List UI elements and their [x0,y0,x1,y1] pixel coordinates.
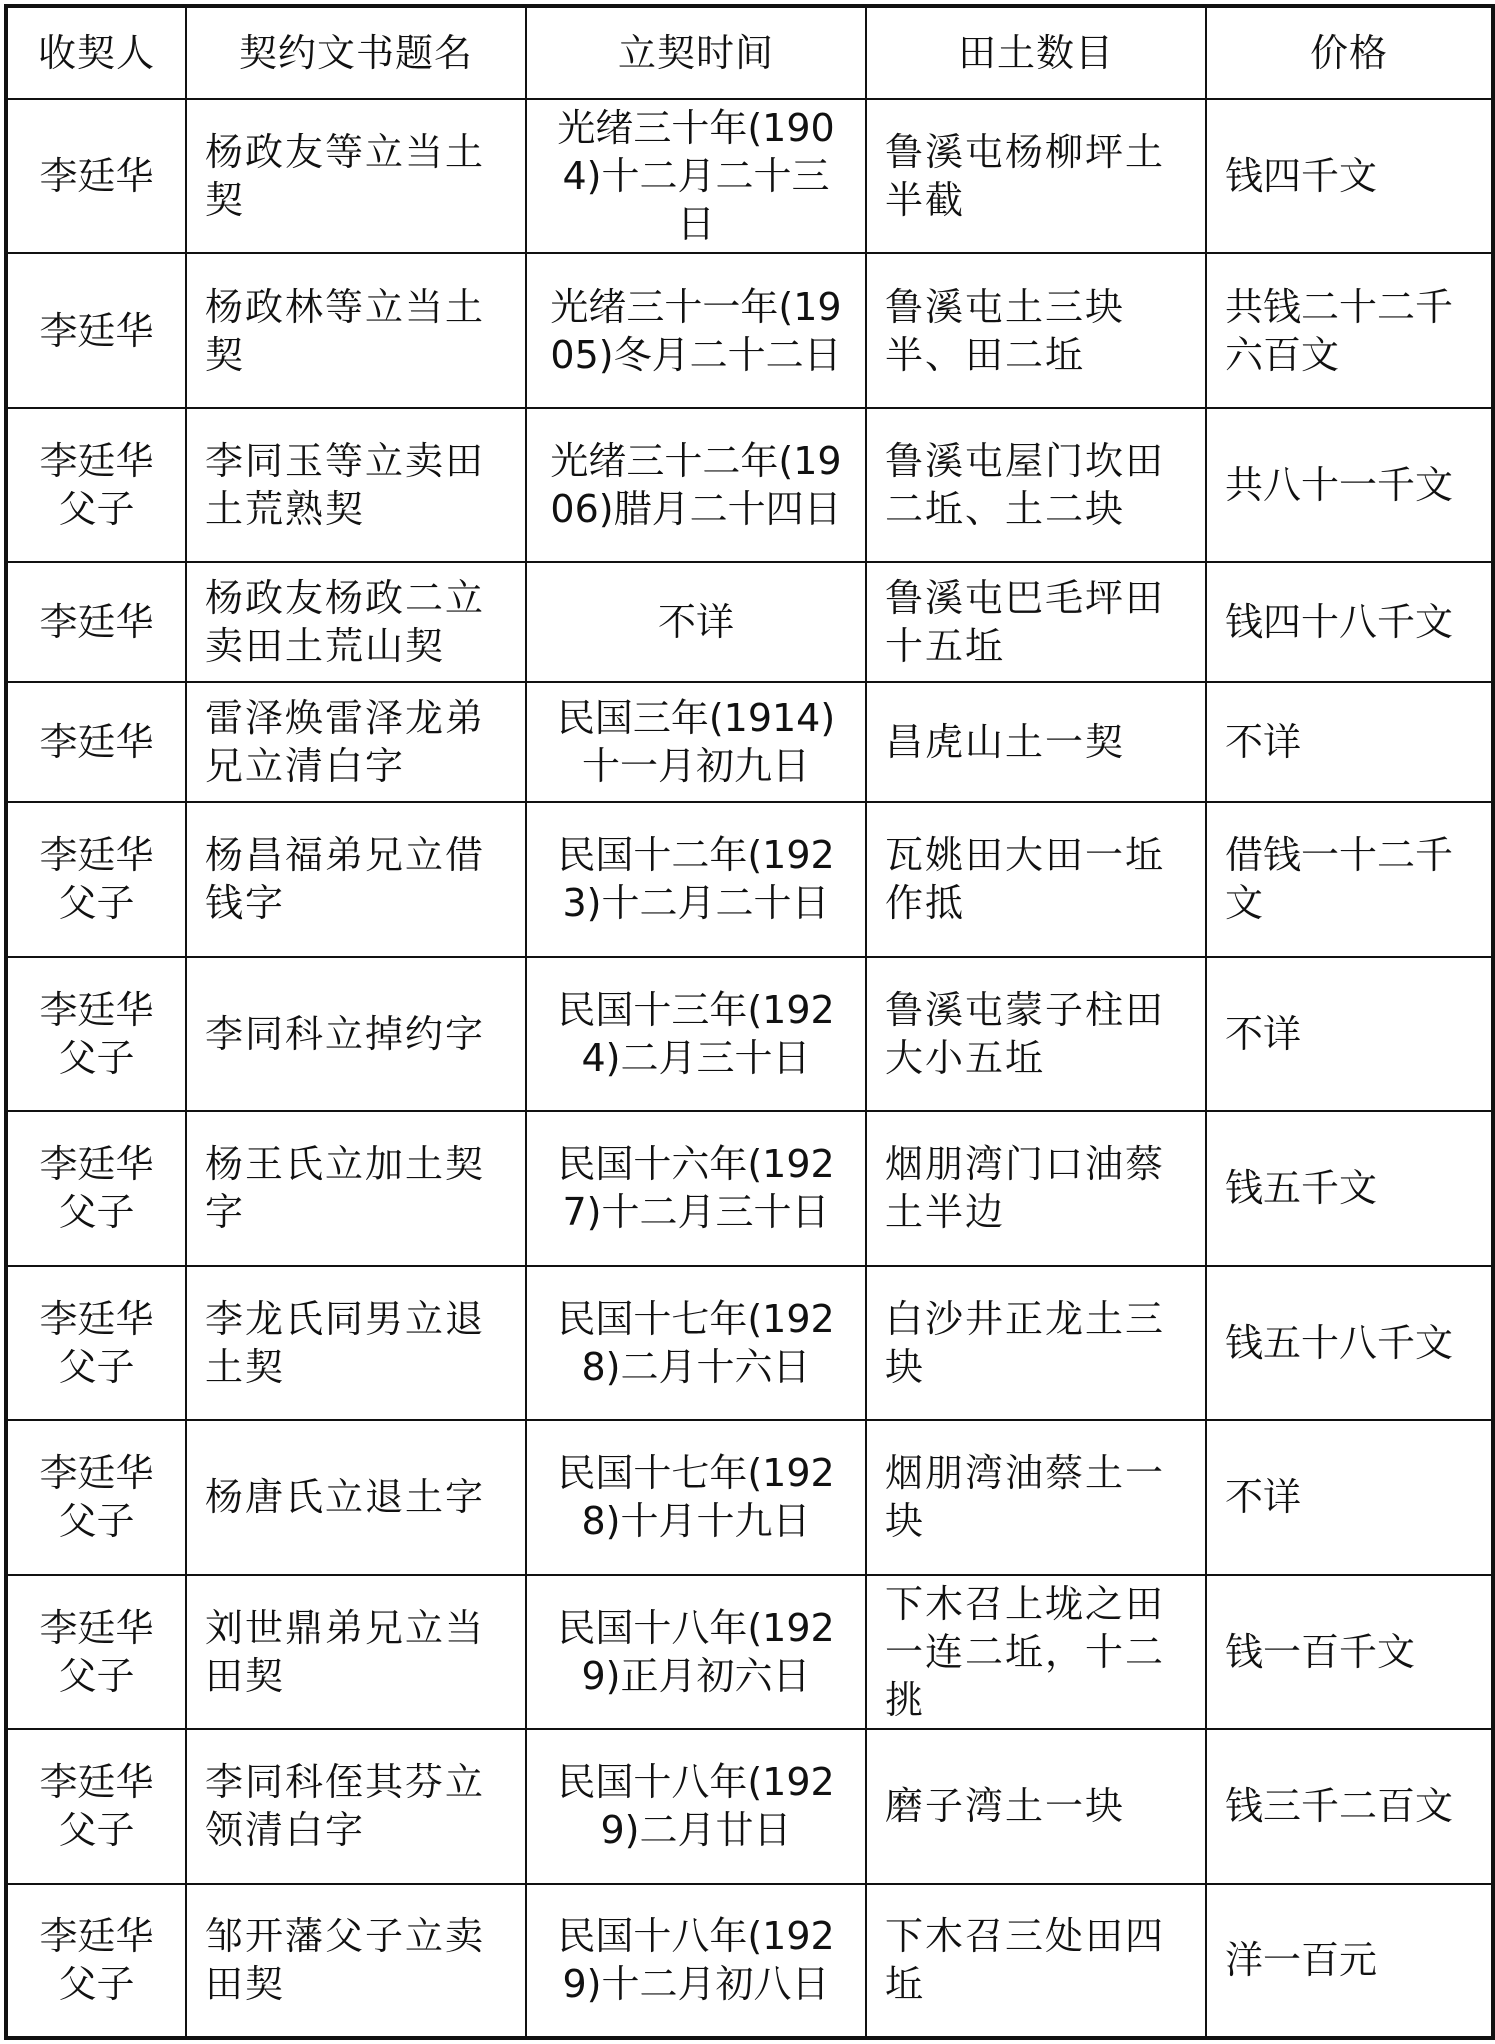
cell-title: 李龙氏同男立退土契 [186,1266,526,1420]
cell-date: 民国十三年(1924)二月三十日 [526,957,866,1111]
cell-receiver: 李廷华父子 [6,1420,186,1574]
cell-receiver: 李廷华 [6,682,186,802]
cell-title: 雷泽焕雷泽龙弟兄立清白字 [186,682,526,802]
table-row [6,1420,1493,1574]
cell-price: 钱一百千文 [1206,1575,1493,1729]
cell-date: 民国十七年(1928)十月十九日 [526,1420,866,1574]
cell-receiver: 李廷华父子 [6,802,186,956]
cell-title: 杨王氏立加土契字 [186,1111,526,1265]
cell-land: 白沙井正龙土三块 [866,1266,1206,1420]
table-row [6,408,1493,562]
table-row [6,1884,1493,2039]
cell-date: 光绪三十一年(1905)冬月二十二日 [526,253,866,407]
table-row [6,253,1493,407]
cell-date: 民国十八年(1929)正月初六日 [526,1575,866,1729]
cell-land: 鲁溪屯蒙子柱田大小五坵 [866,957,1206,1111]
header-receiver: 收契人 [6,6,186,99]
cell-title: 杨政友杨政二立卖田土荒山契 [186,562,526,682]
cell-receiver: 李廷华父子 [6,1266,186,1420]
cell-date: 光绪三十二年(1906)腊月二十四日 [526,408,866,562]
cell-receiver: 李廷华 [6,99,186,253]
cell-date: 民国十七年(1928)二月十六日 [526,1266,866,1420]
cell-date: 民国十二年(1923)十二月二十日 [526,802,866,956]
table-body [6,99,1493,2038]
cell-receiver: 李廷华父子 [6,1729,186,1883]
header-land: 田土数目 [866,6,1206,99]
table-row [6,1575,1493,1729]
cell-price: 钱三千二百文 [1206,1729,1493,1883]
cell-title: 邹开藩父子立卖田契 [186,1884,526,2039]
cell-land: 烟朋湾油蔡土一块 [866,1420,1206,1574]
cell-price: 洋一百元 [1206,1884,1493,2039]
cell-title: 刘世鼎弟兄立当田契 [186,1575,526,1729]
cell-receiver: 李廷华父子 [6,408,186,562]
cell-land: 鲁溪屯巴毛坪田十五坵 [866,562,1206,682]
cell-land: 磨子湾土一块 [866,1729,1206,1883]
cell-receiver: 李廷华父子 [6,1111,186,1265]
cell-land: 鲁溪屯屋门坎田二坵、土二块 [866,408,1206,562]
cell-title: 杨政林等立当土契 [186,253,526,407]
table-row [6,957,1493,1111]
header-title: 契约文书题名 [186,6,526,99]
table-header [6,6,1493,99]
cell-price: 不详 [1206,957,1493,1111]
cell-price: 钱五千文 [1206,1111,1493,1265]
cell-date: 民国三年(1914)十一月初九日 [526,682,866,802]
cell-date: 光绪三十年(1904)十二月二十三日 [526,99,866,253]
cell-land: 下木召上垅之田一连二坵，十二挑 [866,1575,1206,1729]
cell-date: 不详 [526,562,866,682]
cell-price: 不详 [1206,1420,1493,1574]
cell-price: 钱四千文 [1206,99,1493,253]
table-row [6,1111,1493,1265]
contracts-table [4,4,1495,2040]
cell-receiver: 李廷华父子 [6,957,186,1111]
cell-land: 烟朋湾门口油蔡土半边 [866,1111,1206,1265]
table-row [6,1266,1493,1420]
cell-date: 民国十八年(1929)十二月初八日 [526,1884,866,2039]
cell-title: 李同科侄其芬立领清白字 [186,1729,526,1883]
cell-price: 不详 [1206,682,1493,802]
cell-receiver: 李廷华 [6,253,186,407]
cell-price: 共钱二十二千六百文 [1206,253,1493,407]
header-date: 立契时间 [526,6,866,99]
table-row [6,1729,1493,1883]
cell-date: 民国十六年(1927)十二月三十日 [526,1111,866,1265]
cell-price: 共八十一千文 [1206,408,1493,562]
cell-land: 昌虎山土一契 [866,682,1206,802]
cell-title: 杨唐氏立退土字 [186,1420,526,1574]
table-row [6,99,1493,253]
cell-price: 钱五十八千文 [1206,1266,1493,1420]
cell-title: 杨政友等立当土契 [186,99,526,253]
cell-land: 瓦姚田大田一坵作抵 [866,802,1206,956]
cell-price: 借钱一十二千文 [1206,802,1493,956]
cell-land: 鲁溪屯土三块半、田二坵 [866,253,1206,407]
cell-title: 李同科立掉约字 [186,957,526,1111]
cell-title: 李同玉等立卖田土荒熟契 [186,408,526,562]
header-price: 价格 [1206,6,1493,99]
header-row [6,6,1493,99]
cell-receiver: 李廷华父子 [6,1575,186,1729]
cell-land: 下木召三处田四坵 [866,1884,1206,2039]
table-row [6,802,1493,956]
cell-land: 鲁溪屯杨柳坪土半截 [866,99,1206,253]
cell-price: 钱四十八千文 [1206,562,1493,682]
cell-receiver: 李廷华 [6,562,186,682]
table-row [6,562,1493,682]
table-row [6,682,1493,802]
cell-title: 杨昌福弟兄立借钱字 [186,802,526,956]
cell-date: 民国十八年(1929)二月廿日 [526,1729,866,1883]
cell-receiver: 李廷华父子 [6,1884,186,2039]
